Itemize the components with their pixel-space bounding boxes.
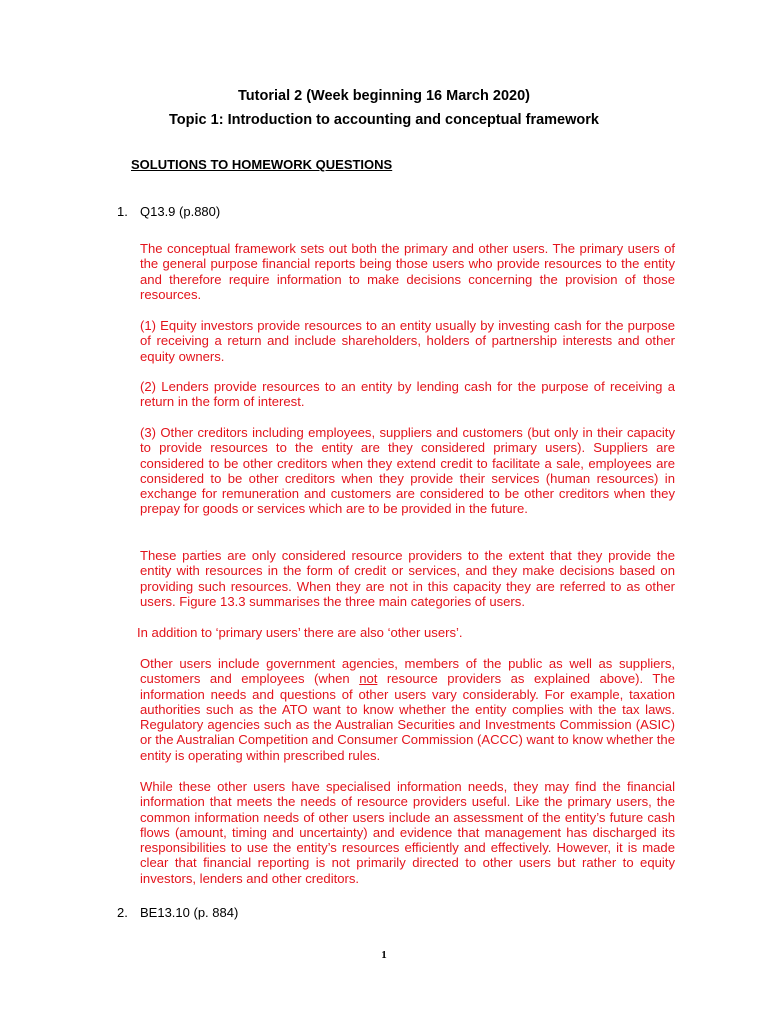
question-2-number: 2. [117,905,128,920]
answer-paragraph-other-users-intro: In addition to ‘primary users’ there are also ‘other users’. [137,625,463,640]
answer-paragraph-lenders: (2) Lenders provide resources to an entity by lending cash for the purpose of receiving a return in the form of interest. [140,379,675,410]
p7-text-after: resource providers as explained above). The information needs and questions of other users vary considerably. For example, taxation authorities such as the ATO want to know whether the entity complies with the tax laws. Regulatory agencies such as the Australian Securities and Investments Commission (ASIC) or the Australian Competition and Consumer Commission (ACCC) want to know whether the entity is operating within prescribed rules. [140,671,675,763]
answer-paragraph-specialised-needs: While these other users have specialised information needs, they may find the financial information that meets the needs of resource providers useful. Like the primary users, the common information needs of other users include an assessment of the entity’s future cash flows (amount, timing and uncertainty) and evidence that management has discharged its responsibilities to use the entity’s resources efficiently and effectively. However, it is made clear that financial reporting is not primarily directed to other users but rather to equity investors, lenders and other creditors. [140,779,675,886]
tutorial-title: Tutorial 2 (Week beginning 16 March 2020) [238,88,530,104]
topic-title: Topic 1: Introduction to accounting and conceptual framework [169,112,599,128]
section-heading: SOLUTIONS TO HOMEWORK QUESTIONS [131,157,393,172]
page-number: 1 [381,949,387,961]
answer-paragraph-intro: The conceptual framework sets out both the primary and other users. The primary users of the general purpose financial reports being those users who provide resources to the entity and therefore require information to make decisions concerning the provision of those resources. [140,241,675,302]
answer-paragraph-equity-investors: (1) Equity investors provide resources to an entity usually by investing cash for the purpose of receiving a return and include shareholders, holders of partnership interests and other equity owners. [140,318,675,364]
p7-underlined-word: not [359,671,378,687]
answer-paragraph-other-creditors: (3) Other creditors including employees, suppliers and customers (but only in their capacity to provide resources to the entity are they considered primary users). Suppliers are considered to be other creditors when they extend credit to facilitate a sale, employees are considered to be other creditors when they provide their services (human resources) in exchange for remuneration and customers are considered to be other creditors when they prepay for goods or services which are to be provided in the future. [140,425,675,517]
answer-paragraph-other-users [140,656,675,763]
question-2-ref: BE13.10 (p. 884) [140,905,239,920]
question-1-number: 1. [117,204,128,219]
question-1-ref: Q13.9 (p.880) [140,204,221,219]
answer-paragraph-resource-providers: These parties are only considered resource providers to the extent that they provide the entity with resources in the form of credit or services, and they make decisions based on providing such resources. When they are not in this capacity they are referred to as other users. Figure 13.3 summarises the three main categories of users. [140,548,675,609]
p7-text-before: Other users include government agencies, members of the public as well as suppliers, customers and employees (when [140,656,675,687]
